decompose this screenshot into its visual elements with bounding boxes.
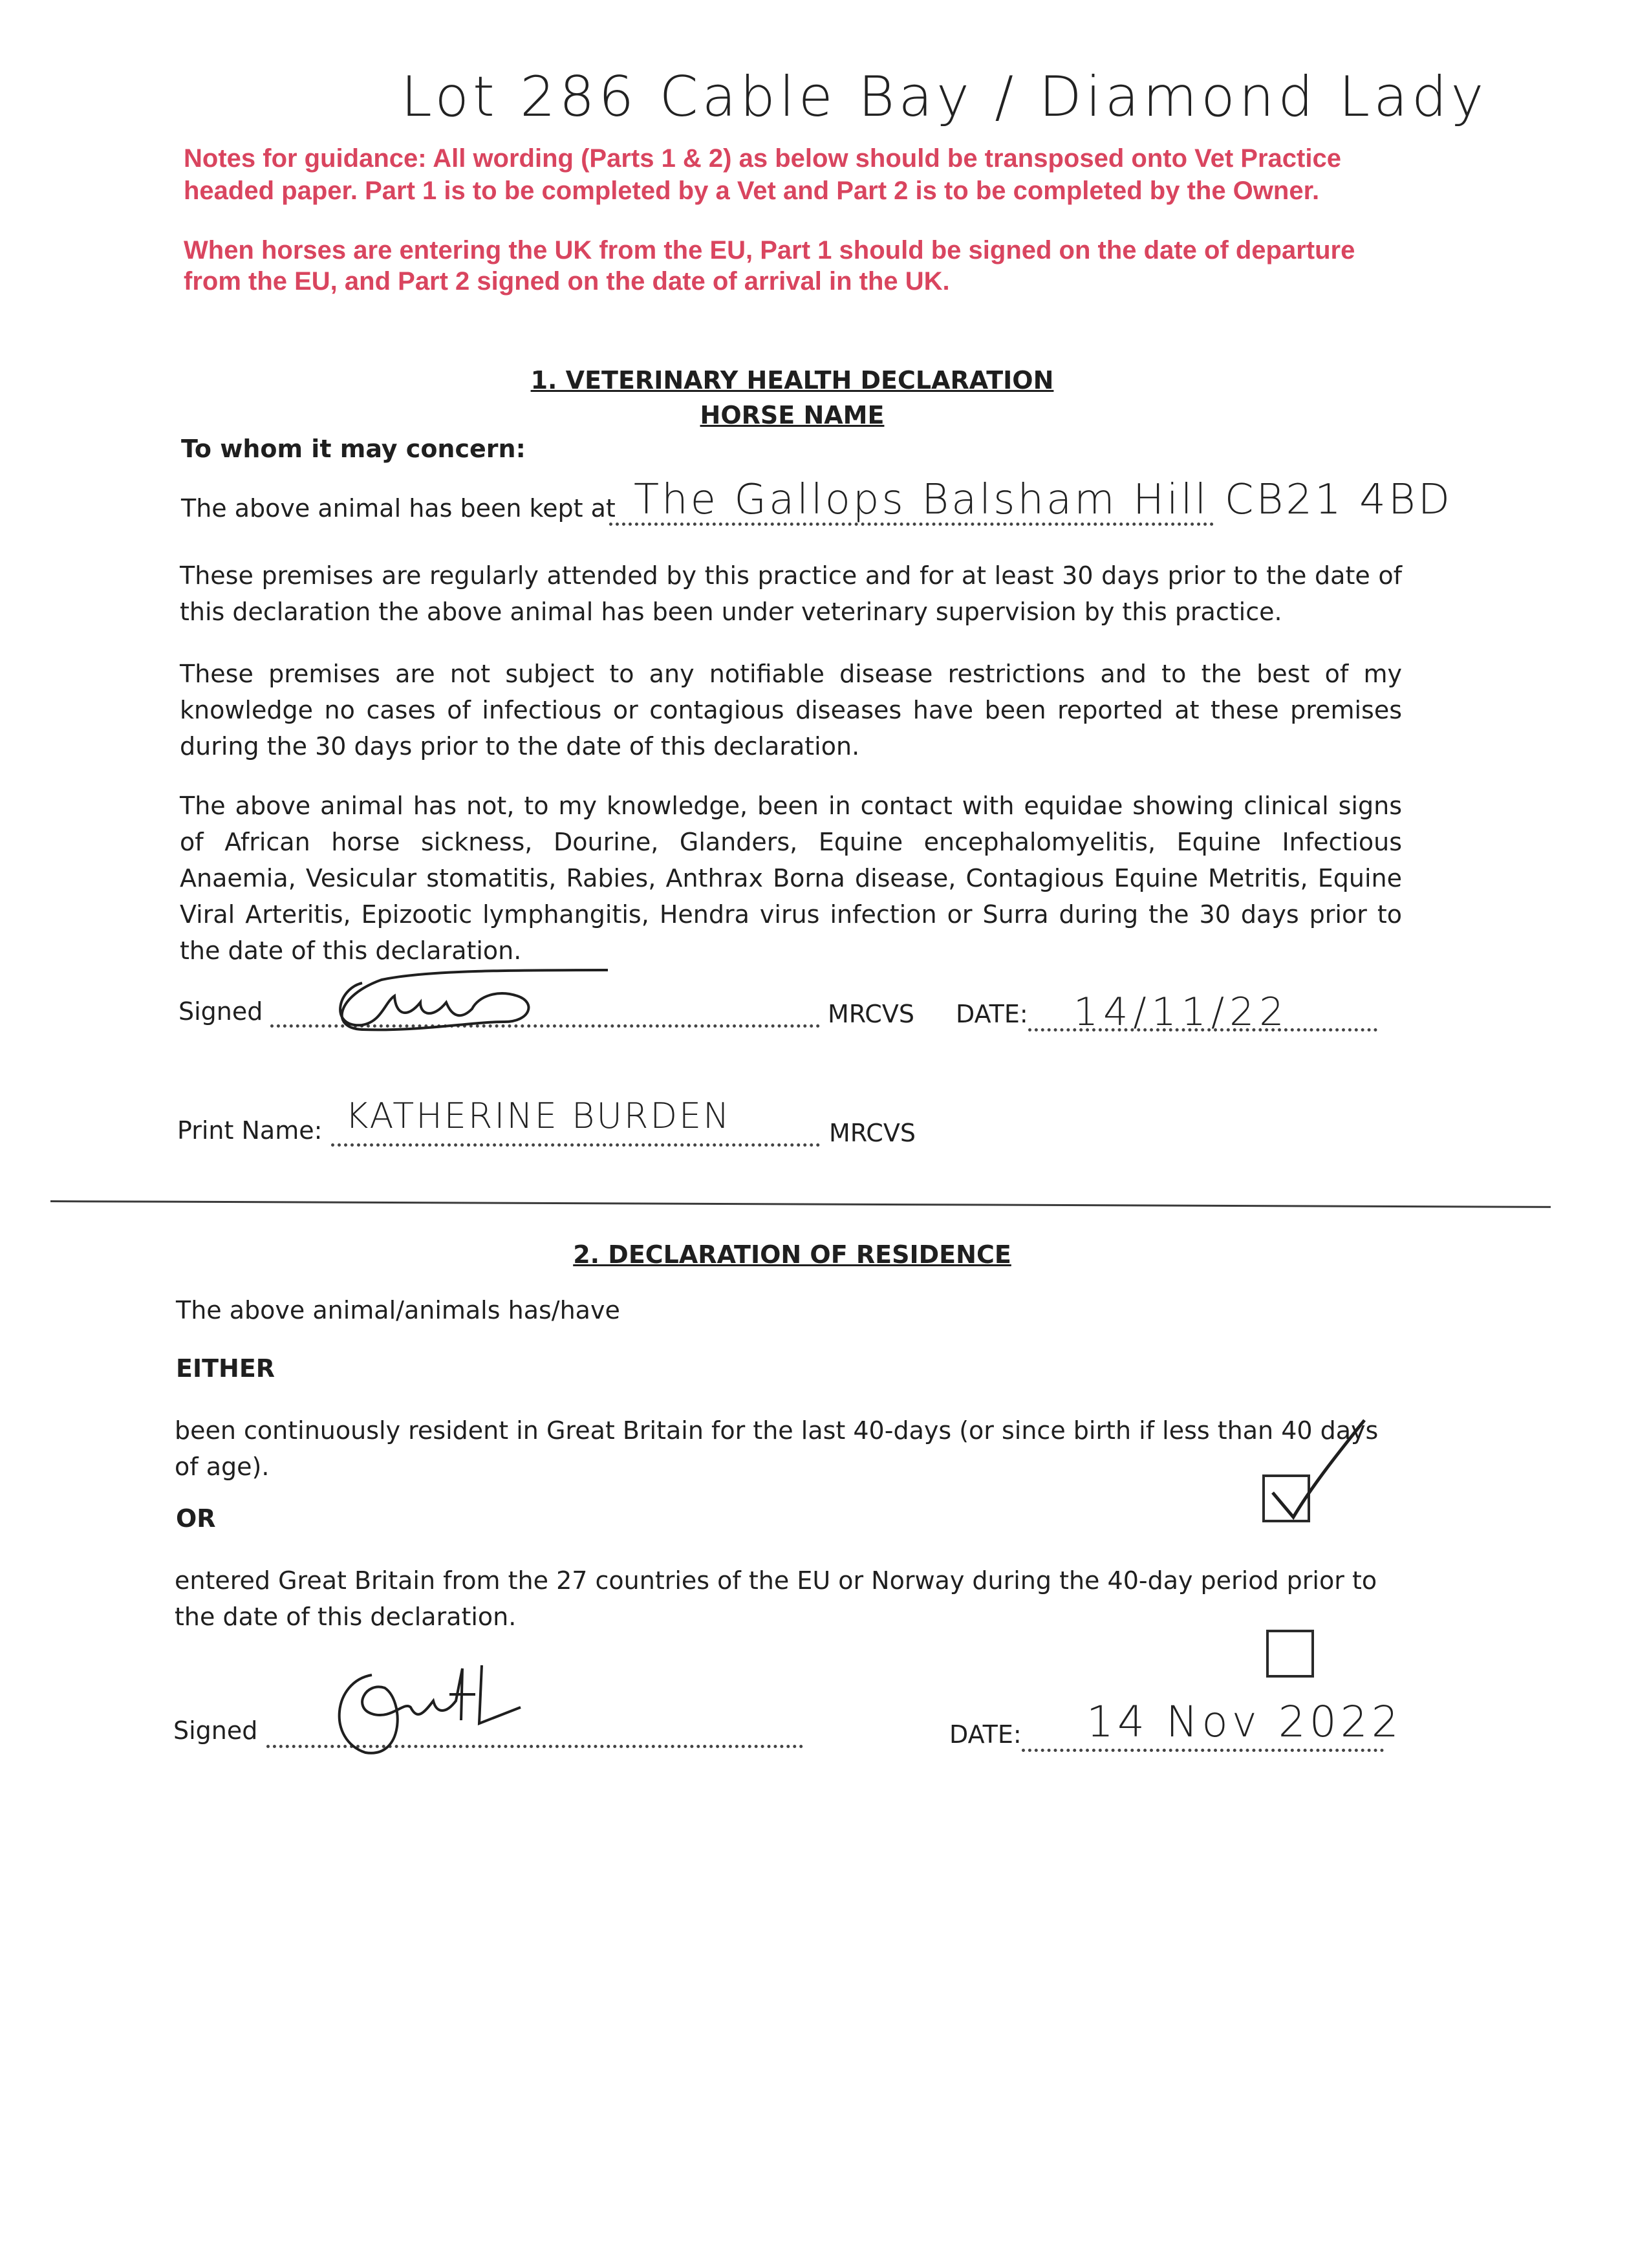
guidance-line-2: headed paper. Part 1 is to be completed by a Vet and Part 2 is to be completed by the Owner. [184,177,1320,205]
handwritten-lot-header: Lot 286 Cable Bay / Diamond Lady [401,65,1488,129]
vet-signature [323,957,647,1041]
or-label: OR [176,1504,216,1533]
option1-checkmark-icon [1267,1420,1377,1524]
option2-checkbox[interactable] [1266,1630,1314,1678]
vet-date-label: DATE: [956,1000,1028,1028]
section1-heading: 1. VETERINARY HEALTH DECLARATION [530,366,1054,394]
kept-at-label: The above animal has been kept at [181,494,616,523]
option1-text: been continuously resident in Great Britain for the last 40-days (or since birth if less than 40 days of age). [175,1416,1379,1481]
section-divider [50,1200,1551,1208]
print-name-label: Print Name: [177,1116,323,1145]
guidance-line-3: When horses are entering the UK from the EU, Part 1 should be signed on the date of departure [184,236,1355,265]
owner-date-value[interactable]: 14 Nov 2022 [1086,1697,1403,1747]
owner-date-line[interactable] [1022,1749,1384,1752]
vet-mrcvs-label: MRCVS [828,1000,914,1028]
section1-subheading-horse-name: HORSE NAME [700,401,885,429]
vet-date-value[interactable]: 14/11/22 [1073,989,1289,1035]
option2-text: entered Great Britain from the 27 countries of the EU or Norway during the 40-day period prior to the date of this declaration. [175,1566,1377,1631]
supervision-paragraph: These premises are regularly attended by this practice and for at least 30 days prior to the date of this declaration the above animal has been under veterinary supervision by this practice. [180,561,1402,626]
kept-at-value[interactable]: The Gallops Balsham Hill CB21 4BD [634,476,1453,524]
owner-signature [327,1662,534,1766]
either-label: EITHER [176,1354,275,1383]
print-name-mrcvs-label: MRCVS [829,1119,916,1147]
guidance-line-4: from the EU, and Part 2 signed on the date of arrival in the UK. [184,267,950,296]
section2-heading: 2. DECLARATION OF RESIDENCE [573,1240,1011,1269]
owner-signed-label: Signed [173,1716,258,1745]
print-name-line[interactable] [331,1143,820,1147]
guidance-line-1: Notes for guidance: All wording (Parts 1 & 2) as below should be transposed onto Vet Practice [184,144,1341,173]
salutation: To whom it may concern: [181,435,526,463]
contact-paragraph: The above animal has not, to my knowledge, been in contact with equidae showing clinical signs of African horse sickness, Dourine, Glanders, Equine encephalomyelitis, Equine Infectious Anaemia, Vesicular stomatitis, Rabies, Anthrax Borna disease, Contagious Equine Metritis, Equine Viral Arteritis, Epizootic lymphangitis, Hendra virus infection or Surra during the 30 days prior to the date of this declaration. [180,792,1402,965]
owner-date-label: DATE: [949,1720,1022,1749]
print-name-value[interactable]: KATHERINE BURDEN [345,1096,731,1136]
vet-signed-label: Signed [178,997,263,1026]
residence-intro: The above animal/animals has/have [176,1296,620,1324]
restrictions-paragraph: These premises are not subject to any notifiable disease restrictions and to the best of my knowledge no cases of infectious or contagious diseases have been reported at these premises during the 30 days prior to the date of this declaration. [180,660,1402,761]
